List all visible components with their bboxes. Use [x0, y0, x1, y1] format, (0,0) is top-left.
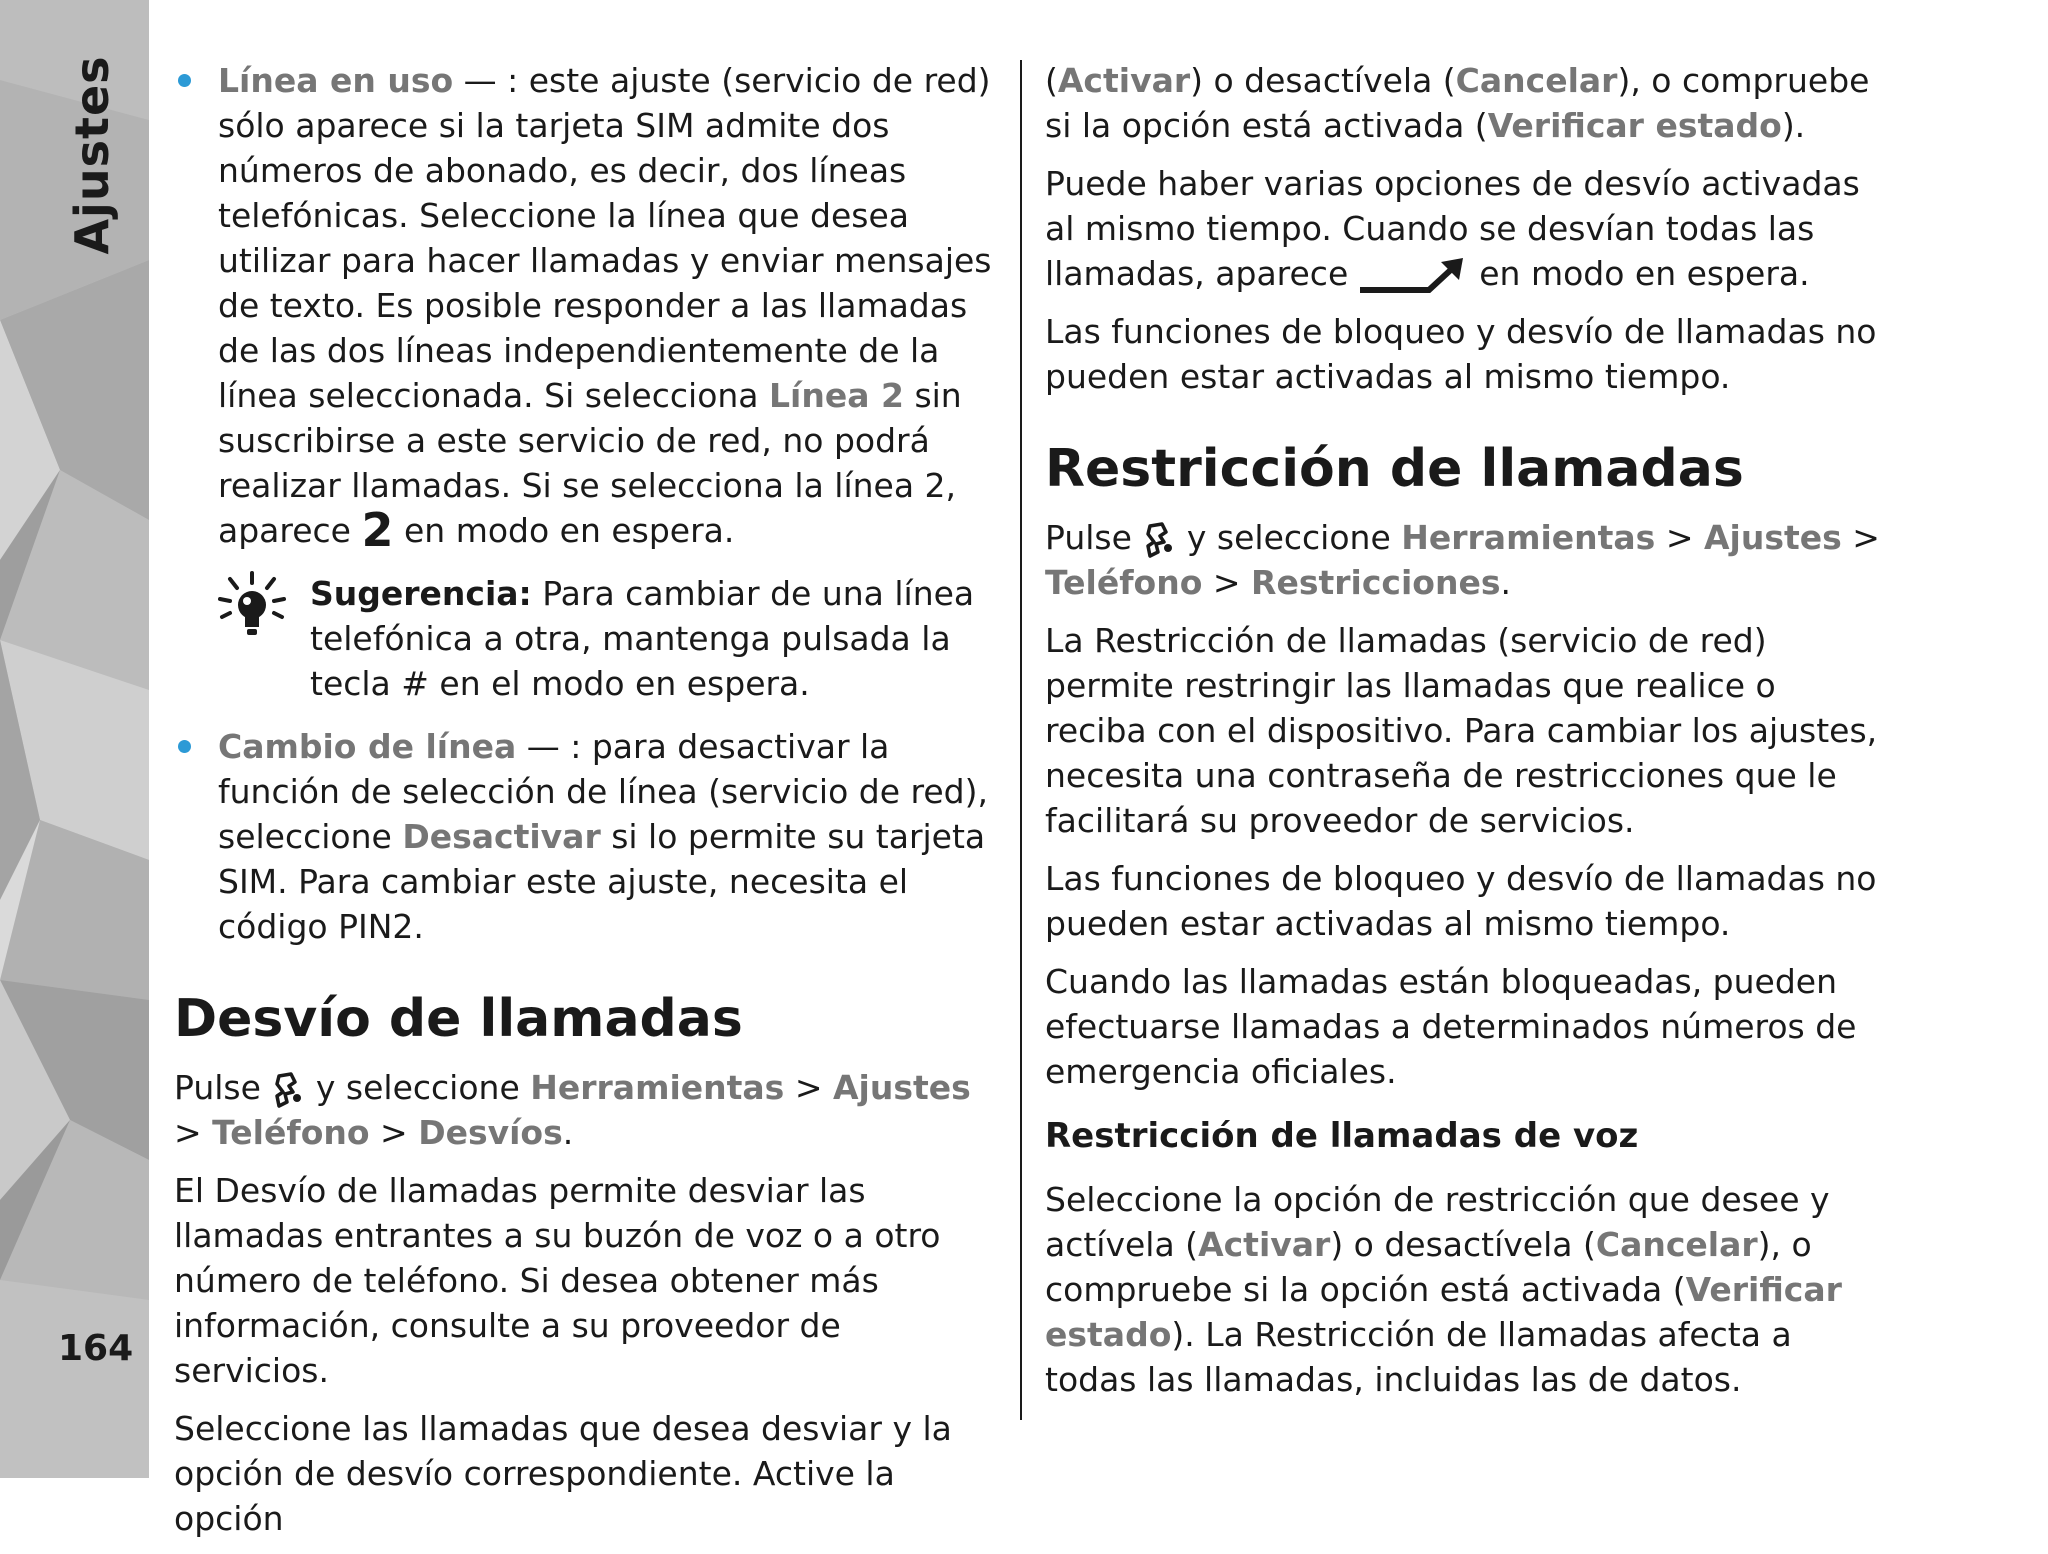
path-separator: > — [369, 1113, 419, 1152]
paragraph-restriccion-intro: La Restricción de llamadas (servicio de red) permite restringir las llamadas que realice o reciba con el dispositivo. Para cambiar los ajustes, necesita una contraseña de restricciones que le facilitará su proveedor de servicios. — [1045, 621, 1878, 840]
term-separator: — : — [453, 61, 529, 100]
path-pulse: Pulse — [1045, 518, 1132, 557]
body-text: ( — [1045, 61, 1058, 100]
tip-text: Para cambiar de una línea telefónica a otra, mantenga pulsada la tecla # en el modo en espera. — [310, 574, 975, 703]
menu-key-icon — [271, 1070, 305, 1110]
body-text: sin suscribirse a este servicio de red, no podrá realizar llamadas. Si se selecciona la línea 2, aparece — [218, 376, 962, 550]
option-term: Línea en uso — [218, 61, 454, 100]
path-separator: > — [1655, 518, 1704, 557]
paragraph-multiple-diverts — [1045, 161, 1885, 296]
section-tab-label: Ajustes — [65, 55, 119, 255]
section-tab — [62, 55, 122, 255]
option-link: Cancelar — [1455, 61, 1618, 100]
term-separator: — : — [516, 727, 592, 766]
page-number: 164 — [58, 1328, 134, 1369]
option-link: Línea 2 — [769, 376, 904, 415]
tip-label: Sugerencia: — [310, 574, 532, 613]
right-column — [1045, 58, 1885, 1415]
body-text: Seleccione la opción de restricción que desee y actívela ( — [1045, 1180, 1830, 1264]
paragraph-conflict-2: Las funciones de bloqueo y desvío de llamadas no pueden estar activadas al mismo tiempo. — [1045, 859, 1877, 943]
option-link: Desactivar — [402, 817, 601, 856]
path-step: Herramientas — [1401, 518, 1656, 557]
body-text: ), o compruebe si la opción está activada ( — [1045, 61, 1870, 145]
paragraph-emergency: Cuando las llamadas están bloqueadas, pueden efectuarse llamadas a determinados números de emergencia oficiales. — [1045, 962, 1857, 1091]
divert-arrow-icon — [1359, 256, 1469, 296]
column-divider — [1020, 60, 1022, 1420]
menu-path — [174, 1065, 1004, 1155]
left-column — [174, 58, 1004, 1554]
path-text: y seleccione — [1176, 518, 1402, 557]
body-text: ) o desactívela ( — [1330, 1225, 1596, 1264]
option-link: Verificar estado — [1487, 106, 1782, 145]
paragraph-restriccion-voz — [1045, 1177, 1885, 1402]
body-text: ), o compruebe si la opción está activada ( — [1045, 1225, 1812, 1309]
paragraph-conflict-1: Las funciones de bloqueo y desvío de llamadas no pueden estar activadas al mismo tiempo. — [1045, 312, 1877, 396]
path-separator: > — [174, 1113, 213, 1152]
tip-lightbulb-icon — [216, 571, 288, 643]
path-end: . — [562, 1113, 574, 1152]
body-text: para desactivar la función de selección de línea (servicio de red), seleccione — [218, 727, 988, 856]
path-step: Herramientas — [530, 1068, 785, 1107]
option-term: Cambio de línea — [218, 727, 517, 766]
line-2-indicator-icon: 2 — [361, 503, 394, 557]
paragraph-desvio-select: Seleccione las llamadas que desea desviar y la opción de desvío correspondiente. Active la opción — [174, 1409, 952, 1538]
path-step: Desvíos — [418, 1113, 563, 1152]
body-text: Puede haber varias opciones de desvío activadas al mismo tiempo. Cuando se desvían todas las llamadas, aparece — [1045, 164, 1860, 293]
section-heading-restriccion: Restricción de llamadas — [1045, 439, 1744, 499]
path-step: Restricciones — [1251, 563, 1501, 602]
paragraph-desvio-intro: El Desvío de llamadas permite desviar las llamadas entrantes a su buzón de voz o a otro número de teléfono. Si desea obtener más información, consulte a su proveedor de servicios. — [174, 1171, 941, 1390]
subheading-restriccion-voz: Restricción de llamadas de voz — [1045, 1116, 1639, 1156]
path-step: Teléfono — [212, 1113, 370, 1152]
option-link: Activar — [1198, 1225, 1331, 1264]
body-text: en modo en espera. — [1468, 254, 1810, 293]
option-link: Verificar estado — [1045, 1270, 1842, 1354]
path-separator: > — [1202, 563, 1252, 602]
path-step: Ajustes — [832, 1068, 971, 1107]
list-item-linea-en-uso — [174, 58, 1004, 557]
path-step: Teléfono — [1045, 563, 1203, 602]
menu-path — [1045, 515, 1885, 605]
bullet-dot — [178, 74, 191, 87]
path-text: y seleccione — [305, 1068, 531, 1107]
menu-key-icon — [1142, 520, 1176, 560]
bullet-dot — [178, 740, 191, 753]
path-separator: > — [784, 1068, 833, 1107]
path-step: Ajustes — [1703, 518, 1842, 557]
path-end: . — [1500, 563, 1511, 602]
body-text: ). La Restricción de llamadas afecta a todas las llamadas, incluidas las de datos. — [1045, 1315, 1792, 1399]
section-heading-desvio: Desvío de llamadas — [174, 989, 743, 1049]
path-separator: > — [1841, 518, 1880, 557]
body-text: si lo permite su tarjeta SIM. Para cambiar este ajuste, necesita el código PIN2. — [218, 817, 986, 946]
list-item-cambio-de-linea — [174, 724, 1004, 949]
option-link: Activar — [1057, 61, 1191, 100]
body-text: ) o desactívela ( — [1190, 61, 1456, 100]
paragraph-desvio-continued — [1045, 58, 1885, 148]
body-text: este ajuste (servicio de red) sólo aparece si la tarjeta SIM admite dos números de abonado, es decir, dos líneas telefónicas. Seleccione la línea que desea utilizar para hacer llamadas y enviar mensajes de texto. Es posible responder a las llamadas de las dos líneas independientemente de la línea seleccionada. Si selecciona — [218, 61, 992, 415]
sidebar-decoration — [0, 0, 149, 1478]
option-link: Cancelar — [1595, 1225, 1758, 1264]
body-text: ). — [1781, 106, 1806, 145]
path-pulse: Pulse — [174, 1068, 261, 1107]
tip-box — [174, 571, 1004, 706]
body-text: en modo en espera. — [393, 511, 735, 550]
